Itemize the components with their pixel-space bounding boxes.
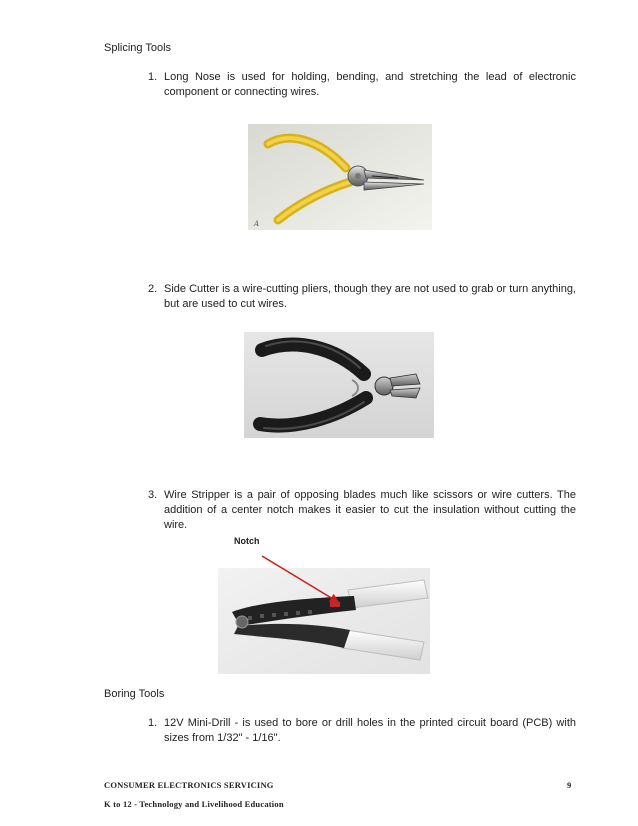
- footer-title: CONSUMER ELECTRONICS SERVICING: [104, 780, 274, 790]
- long-nose-pliers-photo: [248, 124, 432, 230]
- section-title-splicing: Splicing Tools: [104, 42, 172, 54]
- item-text: Long Nose is used for holding, bending, and stretching the lead of electronic component or connecting wires.: [164, 71, 576, 98]
- footer-subtitle: K to 12 - Technology and Livelihood Education: [104, 799, 284, 809]
- item-number: 2.: [148, 283, 158, 295]
- notch-arrow-icon: [258, 552, 348, 608]
- item-number: 3.: [148, 489, 158, 501]
- item-number: 1.: [148, 717, 158, 729]
- section-title-boring: Boring Tools: [104, 688, 165, 700]
- side-cutter-photo: [244, 332, 434, 438]
- side-cutter-icon: [244, 332, 434, 438]
- long-nose-pliers-icon: [248, 124, 432, 230]
- list-item-side-cutter: [148, 282, 576, 312]
- item-number: 1.: [148, 71, 158, 83]
- notch-label: Notch: [234, 536, 260, 546]
- item-text: Wire Stripper is a pair of opposing blades much like scissors or wire cutters. The addition of a center notch makes it easier to cut the insulation without cutting the wire.: [164, 489, 576, 531]
- list-item-mini-drill: [148, 716, 576, 746]
- long-nose-photo-mark: A: [254, 220, 260, 228]
- page-number: 9: [567, 780, 572, 790]
- item-text: 12V Mini-Drill - is used to bore or drill holes in the printed circuit board (PCB) with sizes from 1/32" - 1/16".: [164, 717, 576, 744]
- list-item-wire-stripper: [148, 488, 576, 533]
- item-text: Side Cutter is a wire-cutting pliers, though they are not used to grab or turn anything, but are used to cut wires.: [164, 283, 576, 310]
- list-item-long-nose: [148, 70, 576, 100]
